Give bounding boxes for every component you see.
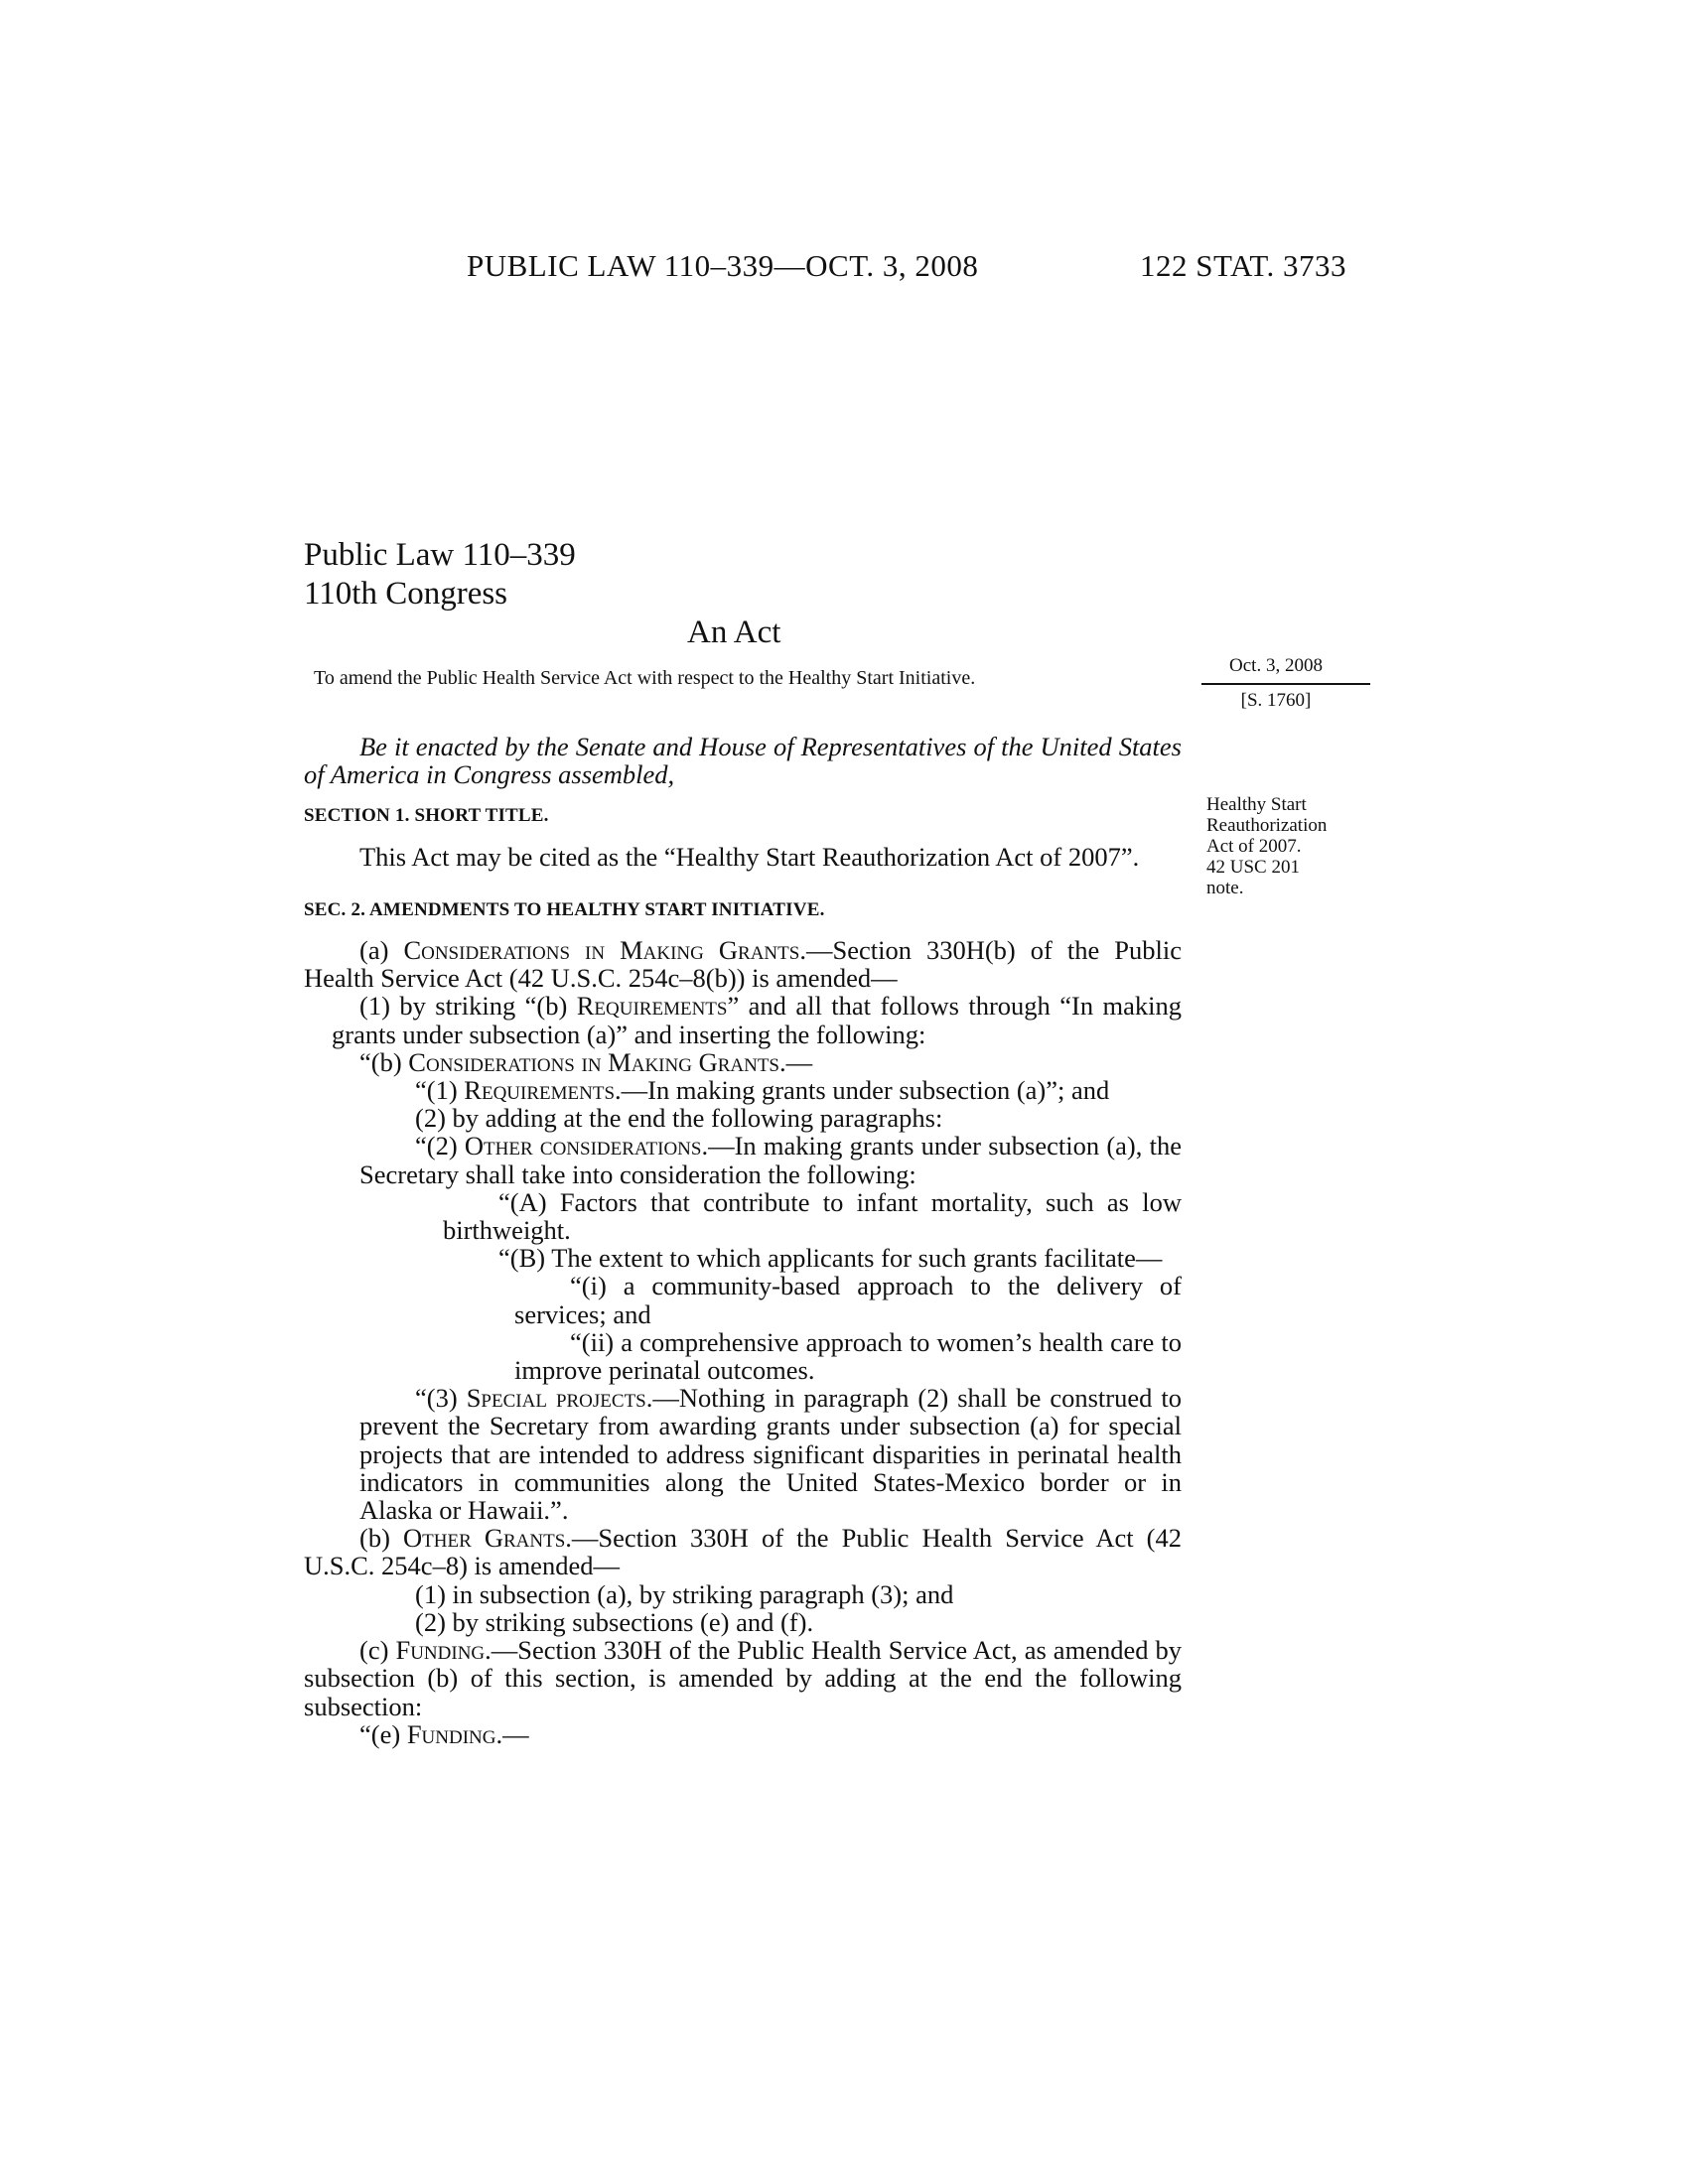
subsection-b: (b) Other Grants.—Section 330H of the Public Health Service Act (42 U.S.C. 254c–8) is amended— <box>304 1523 1183 1581</box>
sidenote-line: 42 USC 201 <box>1206 857 1300 878</box>
quoted-paragraph-1: “(1) Requirements.—In making grants under subsection (a)”; and <box>415 1075 1110 1106</box>
sidenote-line: note. <box>1206 878 1244 898</box>
sidenote-short-title <box>1206 794 1385 898</box>
quoted-subsection-e: “(e) Funding.— <box>359 1718 529 1749</box>
sidenote-line: Healthy Start <box>1206 794 1307 815</box>
subsection-a: (a) Considerations in Making Grants.—Section 330H(b) of the Public Health Service Act (42 U.S.C. 254c–8(b)) is amended— <box>304 935 1182 994</box>
paragraph-b1: (1) in subsection (a), by striking paragraph (3); and <box>415 1578 954 1609</box>
act-body <box>304 713 1182 1748</box>
quoted-paragraph-2: “(2) Other considerations.—In making grants under subsection (a), the Secretary shall take into consideration the following: <box>359 1131 1182 1189</box>
running-header-stat-page: 122 STAT. 3733 <box>1140 248 1347 283</box>
paragraph-a2: (2) by adding at the end the following paragraphs: <box>415 1103 943 1134</box>
law-number: Public Law 110–339 <box>304 537 576 573</box>
sidenote-divider <box>1201 683 1370 685</box>
section-2-heading: SEC. 2. AMENDMENTS TO HEALTHY START INITIATIVE. <box>304 898 825 920</box>
quoted-subsection-b: “(b) Considerations in Making Grants.— <box>359 1046 813 1077</box>
quoted-paragraph-3: “(3) Special projects.—Nothing in paragraph (2) shall be construed to prevent the Secretary from awarding grants under subsection (a) for special projects that are intended to address significant disparities in perinatal health indicators in communities along the United States-Mexico border or in Alaska or Hawaii.”. <box>359 1383 1182 1526</box>
sidenote-line: Act of 2007. <box>1206 836 1302 857</box>
quoted-clause-ii: “(ii) a comprehensive approach to women’s health care to improve perinatal outcomes. <box>514 1326 1182 1386</box>
paragraph-b2: (2) by striking subsections (e) and (f). <box>415 1606 814 1637</box>
enacting-clause: Be it enacted by the Senate and House of Representatives of the United States of America in Congress assembled, <box>304 732 1182 790</box>
paragraph-a1: (1) by striking “(b) Requirements” and all that follows through “In making grants under subsection (a)” and inserting the following: <box>332 991 1182 1049</box>
quoted-subparagraph-A: “(A) Factors that contribute to infant mortality, such as low birthweight. <box>443 1186 1182 1246</box>
quoted-clause-i: “(i) a community-based approach to the delivery of services; and <box>514 1271 1182 1329</box>
section-1-heading: SECTION 1. SHORT TITLE. <box>304 805 549 827</box>
sidenote-date: Oct. 3, 2008 <box>1229 655 1323 676</box>
subsection-c: (c) Funding.—Section 330H of the Public Health Service Act, as amended by subsection (b) of this section, is amended by adding at the end the following subsection: <box>304 1635 1183 1721</box>
act-purpose: To amend the Public Health Service Act with respect to the Healthy Start Initiative. <box>314 667 976 689</box>
running-header-title: PUBLIC LAW 110–339—OCT. 3, 2008 <box>467 248 979 283</box>
congress-label: 110th Congress <box>304 576 508 612</box>
section-1-text: This Act may be cited as the “Healthy Start Reauthorization Act of 2007”. <box>359 841 1140 872</box>
sidenote-line: Reauthorization <box>1206 815 1328 836</box>
quoted-subparagraph-B: “(B) The extent to which applicants for such grants facilitate— <box>498 1243 1163 1274</box>
act-heading: An Act <box>687 614 781 650</box>
sidenote-bill-number: [S. 1760] <box>1240 690 1312 711</box>
